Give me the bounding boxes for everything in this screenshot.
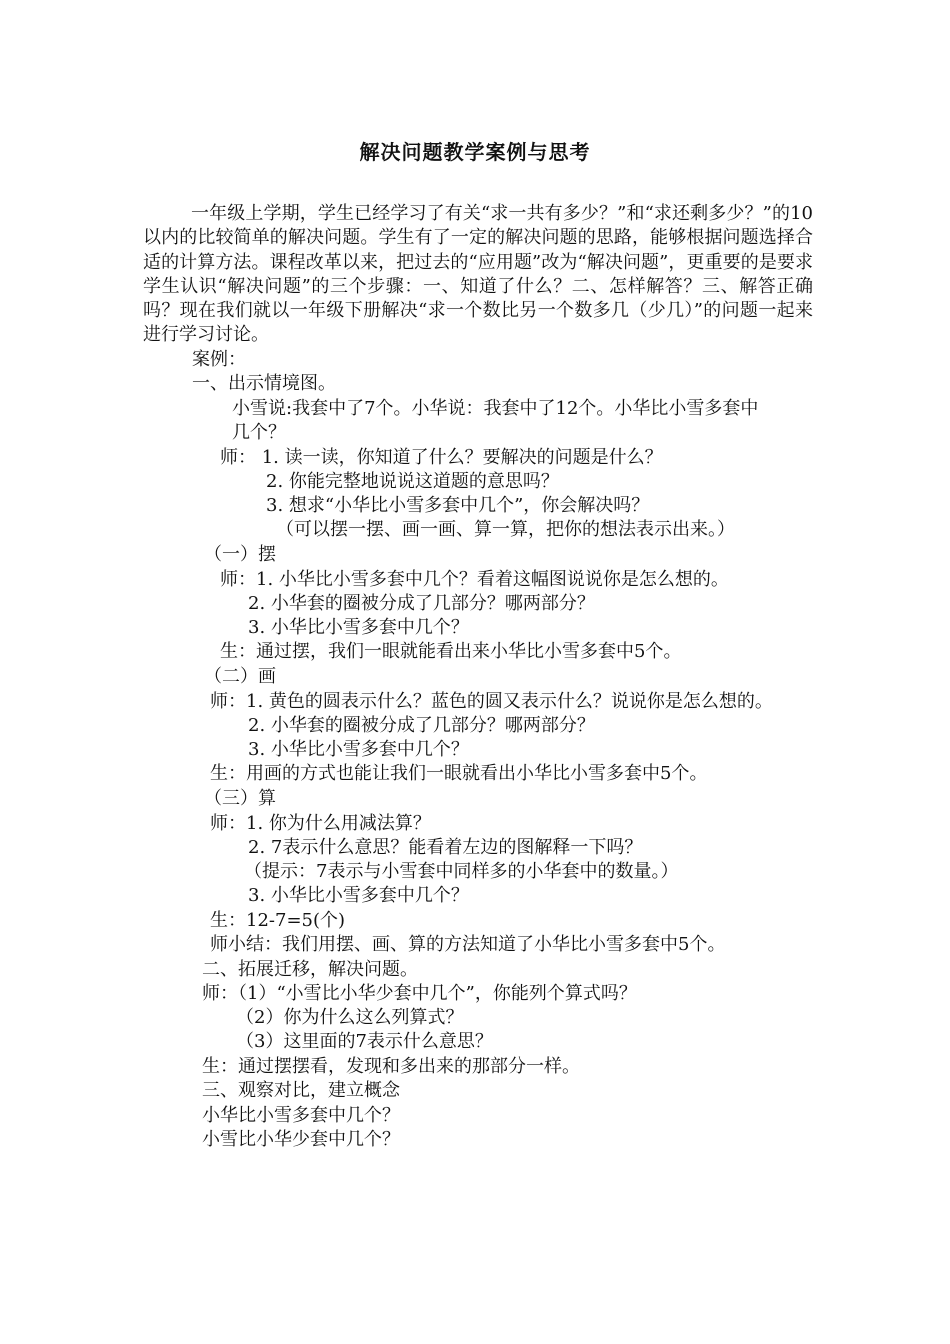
section-heading-2: 二、拓展迁移，解决问题。 bbox=[202, 959, 418, 980]
teacher-summary: 师小结：我们用摆、画、算的方法知道了小华比小雪多套中5个。 bbox=[210, 934, 726, 955]
teacher-question-3: 3. 想求“小华比小雪多套中几个”，你会解决吗？ bbox=[266, 495, 650, 516]
place-question-2: 2. 小华套的圈被分成了几部分？哪两部分？ bbox=[248, 593, 595, 614]
subsection-draw: （二）画 bbox=[204, 666, 276, 687]
place-student-answer: 生：通过摆，我们一眼就能看出来小华比小雪多套中5个。 bbox=[220, 641, 682, 662]
compare-question-1: 小华比小雪多套中几个？ bbox=[202, 1105, 400, 1126]
place-question-1: 师：1. 小华比小雪多套中几个？看着这幅图说说你是怎么想的。 bbox=[220, 569, 729, 590]
calc-question-3: 3. 小华比小雪多套中几个？ bbox=[248, 885, 469, 906]
compare-question-2: 小雪比小华少套中几个？ bbox=[202, 1129, 400, 1150]
hint-note: （可以摆一摆、画一画、算一算，把你的想法表示出来。） bbox=[276, 519, 735, 540]
subsection-calc: （三）算 bbox=[204, 788, 276, 809]
extend-question-2: （2）你为什么这么列算式？ bbox=[236, 1007, 464, 1028]
place-question-3: 3. 小华比小雪多套中几个？ bbox=[248, 617, 469, 638]
intro-paragraph: 一年级上学期，学生已经学习了有关“求一共有多少？”和“求还剩多少？”的10以内的比较简单的解决问题。学生有了一定的解决问题的思路，能够根据问题选择合适的计算方法。课程改革以来，把过去的“应用题”改为“解决问题”，更重要的是要求学生认识“解决问题”的三个步骤：一、知道了什么？二、怎样解答？三、解答正确吗？现在我们就以一年级下册解决“求一个数比另一个数多几（少几）”的问题一起来进行学习讨论。 bbox=[143, 203, 813, 346]
draw-student-answer: 生：用画的方式也能让我们一眼就看出小华比小雪多套中5个。 bbox=[210, 763, 708, 784]
case-label: 案例： bbox=[192, 349, 246, 370]
section-heading-1: 一、出示情境图。 bbox=[192, 373, 336, 394]
extend-question-3: （3）这里面的7表示什么意思？ bbox=[236, 1031, 493, 1052]
draw-question-3: 3. 小华比小雪多套中几个？ bbox=[248, 739, 469, 760]
calc-hint: （提示：7表示与小雪套中同样多的小华套中的数量。） bbox=[244, 861, 679, 882]
scenario-line-2: 几个？ bbox=[232, 422, 286, 443]
draw-question-2: 2. 小华套的圈被分成了几部分？哪两部分？ bbox=[248, 715, 595, 736]
section-heading-3: 三、观察对比，建立概念 bbox=[202, 1080, 400, 1101]
teacher-question-1: 师： 1. 读一读，你知道了什么？要解决的问题是什么？ bbox=[220, 447, 663, 468]
draw-question-1: 师：1. 黄色的圆表示什么？蓝色的圆又表示什么？说说你是怎么想的。 bbox=[210, 691, 773, 712]
extend-question-1: 师：（1）“小雪比小华少套中几个”，你能列个算式吗？ bbox=[202, 983, 637, 1004]
calc-question-2: 2. 7表示什么意思？能看着左边的图解释一下吗？ bbox=[248, 837, 643, 858]
extend-student-answer: 生：通过摆摆看，发现和多出来的那部分一样。 bbox=[202, 1056, 580, 1077]
document-title: 解决问题教学案例与思考 bbox=[359, 140, 591, 164]
teacher-question-2: 2. 你能完整地说说这道题的意思吗？ bbox=[266, 471, 559, 492]
scenario-line-1: 小雪说:我套中了7个。小华说：我套中了12个。小华比小雪多套中 bbox=[232, 398, 759, 419]
subsection-place: （一）摆 bbox=[204, 544, 276, 565]
calc-question-1: 师：1. 你为什么用减法算？ bbox=[210, 813, 431, 834]
calc-student-answer: 生：12-7=5(个) bbox=[210, 910, 346, 931]
